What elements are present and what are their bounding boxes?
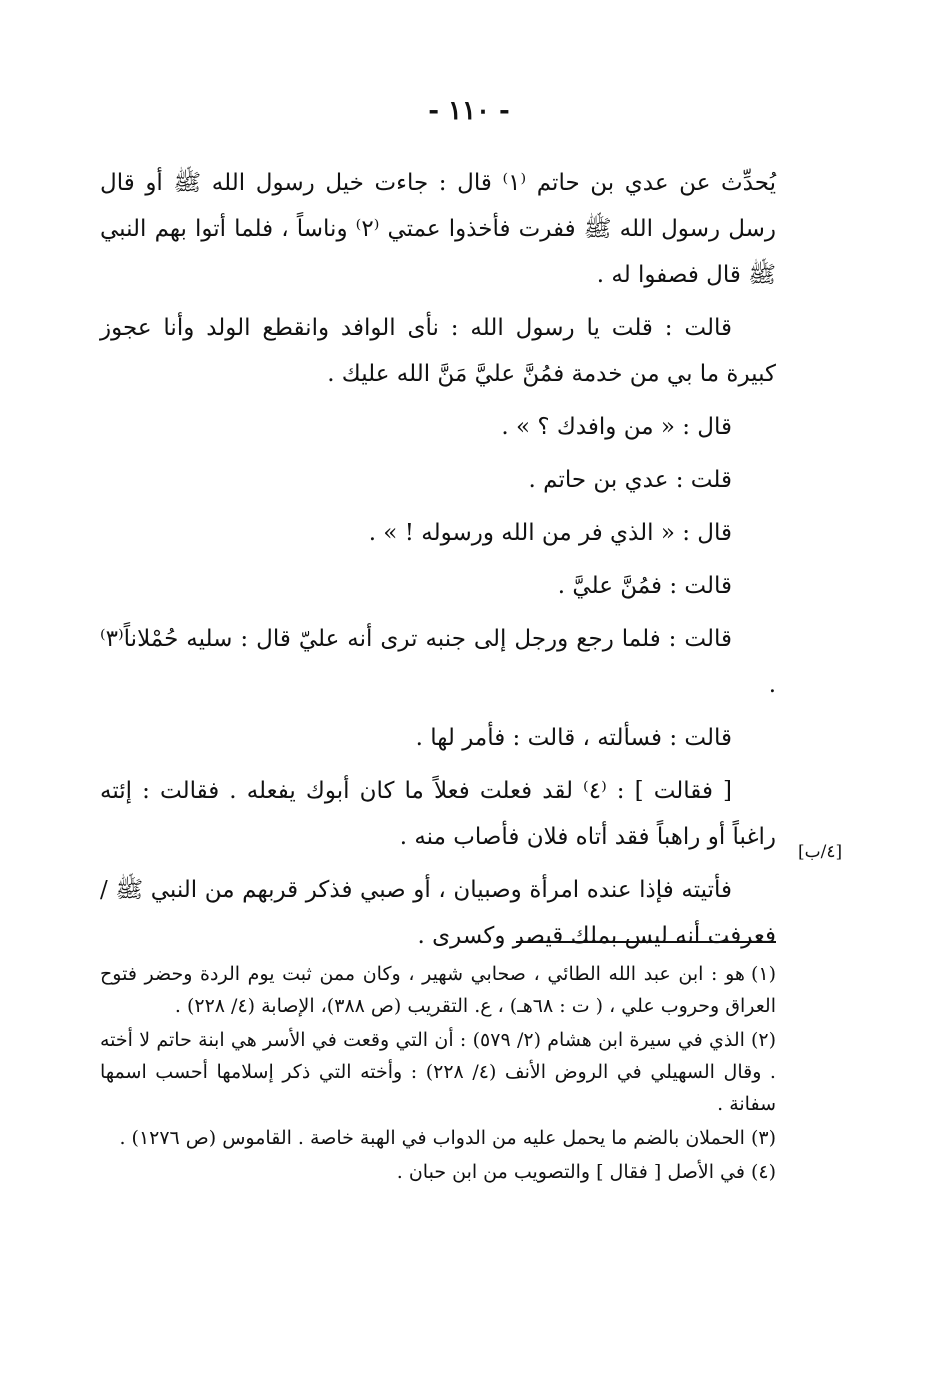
paragraph-6: قالت : فمُنَّ عليَّ .	[557, 573, 732, 599]
footnote-text: الذي في سيرة ابن هشام (٢/ ٥٧٩) : أن التي وقعت في الأسر هي ابنة حاتم لا أخته . وقال السهيلي في الروض الأنف (٤/ ٢٢٨) : وأخته التي ذكر إسلامها أحسب اسمها سفانة .	[100, 1029, 776, 1115]
margin-folio-note: [٤/ب]	[798, 842, 843, 862]
paragraph-10: فأتيته فإذا عنده امرأة وصبيان ، أو صبي فذكر قربهم من النبي ﷺ / فعرفت أنه ليس بملك قيصر وكسرى .	[100, 877, 776, 949]
paragraph-3: قال : « من وافدك ؟ » .	[501, 414, 732, 440]
paragraph-4: قلت : عدي بن حاتم .	[528, 467, 732, 493]
page-number: - ١١٠ -	[428, 96, 510, 126]
footnote-text: هو : ابن عبد الله الطائي ، صحابي شهير ، وكان ممن ثبت يوم الردة وحضر فتوح العراق وحروب علي ، ( ت : ٦٨هـ) ، ع. التقريب (ص ٣٨٨)، الإصابة (٤/ ٢٢٨) .	[100, 963, 776, 1017]
paragraph-7: قالت : فلما رجع ورجل إلى جنبه ترى أنه عليّ قال : سليه حُمْلاناً⁽٣⁾ .	[100, 626, 776, 698]
footnote-text: الحملان بالضم ما يحمل عليه من الدواب في الهبة خاصة . القاموس (ص ١٢٧٦) .	[119, 1127, 745, 1149]
paragraph-9: [ فقالت ] : ⁽٤⁾ لقد فعلت فعلاً ما كان أبوك يفعله . فقالت : إئته راغباً أو راهباً فقد أتاه فلان فأصاب منه .	[100, 778, 776, 850]
paragraph-5: قال : « الذي فر من الله ورسوله ! » .	[368, 520, 732, 546]
paragraph-2: قالت : قلت يا رسول الله : نأى الوافد وانقطع الولد وأنا عجوز كبيرة ما بي من خدمة فمُنَّ عليَّ مَنَّ الله عليك .	[100, 315, 776, 387]
footnote-4	[100, 1156, 776, 1188]
footnote-number: (١)	[750, 963, 776, 985]
main-text	[100, 160, 776, 966]
footnote-2	[100, 1024, 776, 1120]
paragraph-8: قالت : فسألته ، قالت : فأمر لها .	[415, 725, 732, 751]
footnote-3	[100, 1122, 776, 1154]
footnote-number: (٢)	[750, 1029, 776, 1051]
footnote-number: (٤)	[750, 1161, 776, 1183]
footnote-separator	[516, 941, 776, 943]
footnote-text: في الأصل [ فقال ] والتصويب من ابن حبان .	[396, 1161, 745, 1183]
paragraph-1: يُحدِّث عن عدي بن حاتم ⁽١⁾ قال : جاءت خيل رسول الله ﷺ أو قال رسل رسول الله ﷺ ففرت فأخذوا عمتي ⁽٢⁾ وناساً ، فلما أتوا بهم النبي ﷺ قال فصفوا له .	[100, 170, 776, 288]
footnote-number: (٣)	[750, 1127, 776, 1149]
footnotes	[100, 958, 776, 1190]
footnote-1	[100, 958, 776, 1022]
